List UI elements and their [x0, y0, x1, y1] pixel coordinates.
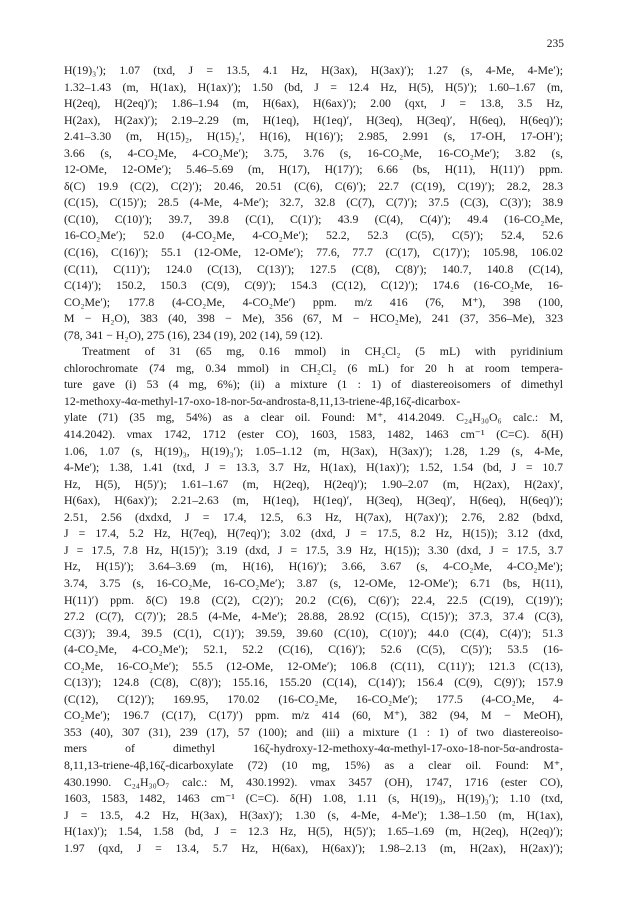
text-line: 3.74, 3.75 (s, 16-CO₂Me, 16-CO₂Me′); 3.87 (s, 12-OMe, 12-OMe′); 6.71 (bs, H(11), [64, 575, 563, 590]
text-line: 1.32–1.43 (m, H(1ax), H(1ax)′); 1.50 (bd, J = 12.4 Hz, H(5), H(5)′); 1.60–1.67 (m, [64, 79, 563, 94]
text-line: 353 (40), 307 (31), 239 (17), 57 (100); and (iii) a mixture (1 : 1) of two diastereoiso- [64, 724, 563, 739]
text-line: 16-CO₂Me′); 52.0 (4-CO₂Me, 4-CO₂Me′); 52.2, 52.3 (C(5), C(5)′); 52.4, 52.6 [64, 228, 563, 243]
text-line: J = 17.4, 5.2 Hz, H(7eq), H(7eq)′); 3.02 (dxd, J = 17.5, 8.2 Hz, H(15)); 3.12 (dxd, [64, 526, 563, 541]
text-line: J = 13.5, 4.2 Hz, H(3ax), H(3ax)′); 1.30 (s, 4-Me, 4-Me′); 1.38–1.50 (m, H(1ax), [64, 807, 563, 822]
text-line: (C(15), C(15)′); 28.5 (4-Me, 4-Me′); 32.7, 32.8 (C(7), C(7)′); 37.5 (C(3), C(3)′); 38.9 [64, 195, 563, 210]
text-line: H(11)′) ppm. δ(C) 19.8 (C(2), C(2)′); 20.2 (C(6), C(6)′); 22.4, 22.5 (C(19), C(19)′); [64, 592, 563, 607]
text-line: J = 17.5, 7.8 Hz, H(15)′); 3.19 (dxd, J = 17.5, 3.9 Hz, H(15)); 3.30 (dxd, J = 17.5, 3.7 [64, 542, 563, 557]
text-line: C(14)′); 150.2, 150.3 (C(9), C(9)′); 154.3 (C(12), C(12)′); 174.6 (16-CO₂Me, 16- [64, 278, 563, 293]
experimental-section-text [64, 62, 563, 856]
text-line: 4-Me′); 1.38, 1.41 (txd, J = 13.3, 3.7 Hz, H(1ax), H(1ax)′); 1.52, 1.54 (bd, J = 10.7 [64, 460, 563, 475]
text-line: 8,11,13-triene-4β,16ζ-dicarboxylate (72) (10 mg, 15%) as a clear oil. Found: M⁺, [64, 757, 563, 772]
text-line: 12-methoxy-4α-methyl-17-oxo-18-nor-5α-androsta-8,11,13-triene-4β,16ζ-dicarbox- [64, 393, 461, 408]
text-line: M − H₂O), 383 (40, 398 − Me), 356 (67, M − HCO₂Me), 241 (37, 356–Me), 323 [64, 311, 563, 326]
text-line: H(19)₃′); 1.07 (txd, J = 13.5, 4.1 Hz, H(3ax), H(3ax)′); 1.27 (s, 4-Me, 4-Me′); [64, 63, 563, 77]
text-line: CO₂Me′); 177.8 (4-CO₂Me, 4-CO₂Me′) ppm. m/z 416 (76, M⁺), 398 (100, [64, 294, 563, 309]
text-line: 27.2 (C(7), C(7)′); 28.5 (4-Me, 4-Me′); 28.88, 28.92 (C(15), C(15)′); 37.3, 37.4 (C(3), [64, 609, 563, 624]
text-line: (78, 341 − H₂O), 275 (16), 234 (19), 202 (14), 59 (12). [64, 327, 323, 342]
text-line: C(3)′); 39.4, 39.5 (C(1), C(1)′); 39.59, 39.60 (C(10), C(10)′); 44.0 (C(4), C(4)′); 51.3 [64, 625, 563, 640]
text-line: ture gave (i) 53 (4 mg, 6%); (ii) a mixture (1 : 1) of diastereoisomers of dimethyl [64, 377, 563, 392]
text-line: 1603, 1583, 1482, 1463 cm⁻¹ (C=C). δ(H) 1.08, 1.11 (s, H(19)₃, H(19)₃′); 1.10 (txd, [64, 791, 563, 806]
text-line: mers of dimethyl 16ζ-hydroxy-12-methoxy-4α-methyl-17-oxo-18-nor-5α-androsta- [64, 741, 563, 756]
text-line: Hz, H(5), H(5)′); 1.61–1.67 (m, H(2eq), H(2eq)′); 1.90–2.07 (m, H(2ax), H(2ax)′, [64, 476, 563, 491]
text-line: Hz, H(15)′); 3.64–3.69 (m, H(16), H(16)′); 3.66, 3.67 (s, 4-CO₂Me, 4-CO₂Me′); [64, 559, 563, 574]
text-line: 12-OMe, 12-OMe′); 5.46–5.69 (m, H(17), H(17)′); 6.66 (bs, H(11), H(11)′) ppm. [64, 162, 563, 177]
text-line: (C(11), C(11)′); 124.0 (C(13), C(13)′); 127.5 (C(8), C(8)′); 140.7, 140.8 (C(14), [64, 261, 563, 276]
text-line: H(6ax), H(6ax)′); 2.21–2.63 (m, H(1eq), H(1eq)′, H(3eq), H(3eq)′, H(6eq), H(6eq)′); [64, 493, 563, 508]
text-line: 2.51, 2.56 (dxdxd, J = 17.4, 12.5, 6.3 Hz, H(7ax), H(7ax)′); 2.76, 2.82 (bdxd, [64, 509, 563, 524]
text-line: (C(12), C(12)′); 169.95, 170.02 (16-CO₂Me, 16-CO₂Me′); 177.5 (4-CO₂Me, 4- [64, 691, 563, 706]
text-line: Treatment of 31 (65 mg, 0.16 mmol) in CH₂Cl₂ (5 mL) with pyridinium [82, 344, 563, 359]
text-line: (4-CO₂Me, 4-CO₂Me′); 52.1, 52.2 (C(16), C(16)′); 52.6 (C(5), C(5)′); 53.5 (16- [64, 642, 563, 657]
text-line: 414.2042). νmax 1742, 1712 (ester CO), 1603, 1583, 1482, 1463 cm⁻¹ (C=C). δ(H) [64, 427, 563, 442]
text-line: (C(16), C(16)′); 55.1 (12-OMe, 12-OMe′); 77.6, 77.7 (C(17), C(17)′); 105.98, 106.02 [64, 245, 563, 260]
text-line: C(13)′); 124.8 (C(8), C(8)′); 155.16, 155.20 (C(14), C(14)′); 156.4 (C(9), C(9)′); 157.9 [64, 675, 563, 690]
text-line: (C(10), C(10)′); 39.7, 39.8 (C(1), C(1)′); 43.9 (C(4), C(4)′); 49.4 (16-CO₂Me, [64, 211, 563, 226]
text-line: 1.97 (qxd, J = 13.4, 5.7 Hz, H(6ax), H(6ax)′); 1.98–2.13 (m, H(2ax), H(2ax)′); [64, 840, 563, 855]
text-line: 2.41–3.30 (m, H(15)₂, H(15)₂′, H(16), H(16)′); 2.985, 2.991 (s, 17-OH, 17-OH′); [64, 129, 563, 144]
text-line: chlorochromate (74 mg, 0.34 mmol) in CH₂Cl₂ (6 mL) for 20 h at room tempera- [64, 360, 563, 375]
text-line: CO₂Me′); 196.7 (C(17), C(17)′) ppm. m/z 414 (60, M⁺), 382 (94, M − MeOH), [64, 708, 563, 723]
text-line: 1.06, 1.07 (s, H(19)₃, H(19)₃′); 1.05–1.12 (m, H(3ax), H(3ax)′); 1.28, 1.29 (s, 4-Me, [64, 443, 563, 458]
text-line: H(1ax)′); 1.54, 1.58 (bd, J = 12.3 Hz, H(5), H(5)′); 1.65–1.69 (m, H(2eq), H(2eq)′); [64, 824, 563, 839]
text-line: 430.1990. C₂₄H₃₀O₇ calc.: M, 430.1992). νmax 3457 (OH), 1747, 1716 (ester CO), [64, 774, 563, 789]
text-line: H(2ax), H(2ax)′); 2.19–2.29 (m, H(1eq), H(1eq)′, H(3eq), H(3eq)′, H(6eq), H(6eq)′); [64, 112, 563, 127]
text-line: 3.66 (s, 4-CO₂Me, 4-CO₂Me′); 3.75, 3.76 (s, 16-CO₂Me, 16-CO₂Me′); 3.82 (s, [64, 145, 563, 160]
text-line: δ(C) 19.9 (C(2), C(2)′); 20.46, 20.51 (C(6), C(6)′); 22.7 (C(19), C(19)′); 28.2, 28.3 [64, 178, 563, 193]
text-line: ylate (71) (35 mg, 54%) as a clear oil. Found: M⁺, 414.2049. C₂₄H₃₀O₆ calc.: M, [64, 410, 563, 425]
page-number: 235 [546, 38, 564, 50]
text-line: H(2eq), H(2eq)′); 1.86–1.94 (m, H(6ax), H(6ax)′); 2.00 (qxt, J = 13.8, 3.5 Hz, [64, 96, 563, 111]
text-line: CO₂Me, 16-CO₂Me′); 55.5 (12-OMe, 12-OMe′); 106.8 (C(11), C(11)′); 121.3 (C(13), [64, 658, 563, 673]
